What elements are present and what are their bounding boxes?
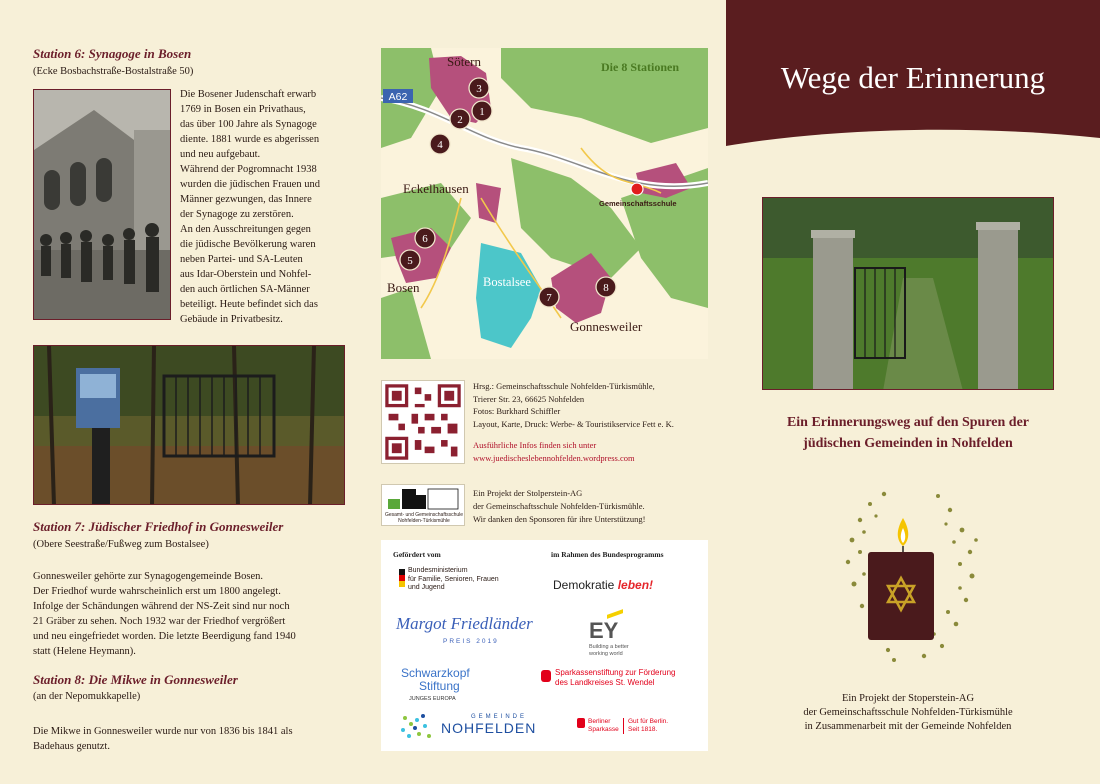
synagogue-photo: [33, 89, 171, 320]
imprint-line: Hrsg.: Gemeinschaftsschule Nohfelden-Türkismühle,: [473, 381, 655, 391]
a62-label: A62: [388, 91, 408, 103]
station-marker-8[interactable]: [596, 277, 616, 297]
german-flag-icon: [399, 569, 405, 587]
margot-friedlaender-logo[interactable]: Margot Friedländer: [396, 614, 533, 633]
project-note: [473, 487, 713, 526]
project-line: Wir danken den Sponsoren für ihre Unterstützung!: [473, 514, 646, 524]
map-heading: Die 8 Stationen: [601, 60, 679, 74]
station8-line: Die Mikwe in Gonnesweiler wurde nur von 1836 bis 1841 als: [33, 726, 293, 737]
sparkasse-icon: [541, 670, 551, 682]
bmfsfj-line: für Familie, Senioren, Frauen: [408, 575, 499, 583]
cover-title: Wege der Erinnerung: [780, 60, 1046, 95]
school-logo-caption: Gesamt- und Gemeinschaftsschule Nohfelden-Türkismühle: [384, 512, 464, 524]
station6-line: wurden die jüdischen Frauen und: [180, 179, 320, 190]
station-marker-7[interactable]: [539, 287, 559, 307]
station6-address: (Ecke Bosbachstraße-Bostalstraße 50): [33, 66, 194, 77]
ey-tagline: [589, 644, 629, 657]
cemetery-entrance-illustration: [763, 198, 1054, 390]
station7-line: statt (Helene Heymann).: [33, 646, 136, 657]
cover-header: [726, 0, 1100, 146]
bmfsfj-line: Bundesministerium: [408, 567, 468, 574]
town-gonnesweiler: Gonnesweiler: [570, 319, 643, 334]
imprint-line: Trierer Str. 23, 66625 Nohfelden: [473, 393, 585, 404]
cemetery-gate-photo: [33, 345, 345, 505]
school-logo: [381, 484, 465, 526]
station6-line: und neu aufgebaut.: [180, 149, 261, 160]
station6-line: aus Idar-Oberstein und Nohfel-: [180, 269, 312, 280]
footer-line: der Gemeinschaftsschule Nohfelden-Türkismühle: [803, 707, 1013, 718]
station-marker-6[interactable]: [415, 228, 435, 248]
school-marker[interactable]: [631, 183, 643, 195]
cemetery-entrance-photo: [762, 197, 1054, 390]
town-eckelhausen: Eckelhausen: [403, 181, 469, 196]
qr-code-graphic: [382, 381, 464, 463]
stations-map-graphic: [381, 48, 708, 359]
station7-address: (Obere Seestraße/Fußweg zum Bostalsee): [33, 539, 209, 550]
qr-code[interactable]: [381, 380, 465, 464]
station8-line: Badehaus genutzt.: [33, 741, 110, 752]
station8-text: [33, 724, 353, 754]
svg-text:3: 3: [476, 83, 482, 95]
project-line: Ein Projekt der Stolperstein-AG: [473, 488, 583, 498]
sparkasse-line: des Landkreises St. Wendel: [555, 678, 655, 687]
leben-text: leben!: [617, 578, 654, 592]
station6-line: Während der Pogromnacht 1938: [180, 164, 317, 175]
bmfsfj-line: und Jugend: [408, 584, 445, 591]
station6-line: Gebäude in Privatbesitz.: [180, 314, 283, 325]
imprint-line: Fotos: Burkhard Schiffler: [473, 406, 561, 416]
ey-logo[interactable]: EY: [589, 618, 619, 643]
gemeinde-line: GEMEINDE: [471, 714, 528, 720]
gut-line: Seit 1818.: [628, 726, 658, 733]
gemeinde-line: NOHFELDEN: [441, 720, 537, 736]
station6-text: [180, 87, 360, 327]
sponsor-label-right: im Rahmen des Bundesprogramms: [551, 550, 664, 559]
schwarzkopf-line: Schwarzkopf: [401, 666, 470, 680]
svg-text:5: 5: [407, 255, 413, 267]
svg-text:8: 8: [603, 282, 609, 294]
preis-2019: PREIS 2019: [443, 638, 499, 645]
lake-label: Bostalsee: [483, 275, 531, 289]
svg-text:4: 4: [437, 139, 443, 151]
berliner-line: Sparkasse: [588, 726, 619, 733]
town-soetern: Sötern: [447, 54, 481, 69]
station6-title: Station 6: Synagoge in Bosen: [33, 46, 192, 61]
svg-text:6: 6: [422, 233, 428, 245]
station6-line: den auch örtlichen SA-Männer: [180, 284, 310, 295]
station7-line: 21 Gräber zu sehen. Noch 1932 war der Friedhof vergrößert: [33, 616, 286, 627]
station-marker-1[interactable]: [472, 101, 492, 121]
school-logo-graphic: [382, 485, 464, 511]
headline-line: Ein Erinnerungsweg auf den Spuren der: [786, 415, 1030, 430]
imprint: [473, 380, 713, 464]
berliner-sparkasse-icon: [577, 718, 585, 728]
station7-line: Infolge der Schändungen während der NS-Zeit sind nur noch: [33, 601, 290, 612]
website-link[interactable]: www.juedischeslebennohfelden.wordpress.com: [473, 452, 635, 463]
station6-line: diente. 1881 wurde es abgerissen: [180, 134, 320, 145]
station7-line: Gonnesweiler gehörte zur Synagogengemeinde Bosen.: [33, 571, 264, 582]
station7-text: [33, 569, 353, 659]
header-wave: [726, 126, 1100, 146]
svg-text:7: 7: [546, 292, 552, 304]
station7-title: Station 7: Jüdischer Friedhof in Gonnesweiler: [33, 519, 284, 534]
sparkasse-line: Sparkassenstiftung zur Förderung: [555, 668, 676, 677]
info-line: Ausführliche Infos finden sich unter: [473, 440, 597, 450]
station6-line: Die Bosener Judenschaft erwarb: [180, 89, 317, 100]
gut-fuer-berlin: [623, 718, 668, 734]
berliner-line: Berliner: [588, 718, 611, 725]
station-marker-5[interactable]: [400, 250, 420, 270]
schwarzkopf-line: Stiftung: [419, 679, 460, 693]
station-marker-4[interactable]: [430, 134, 450, 154]
footer-line: in Zusammenarbeit mit der Gemeinde Nohfelden: [804, 721, 1012, 732]
ey-tag-line: Building a better: [589, 644, 629, 650]
gemeinde-nohfelden-icon: [397, 712, 435, 744]
station6-line: 1769 in Bosen ein Privathaus,: [180, 104, 306, 115]
gemeinde-nohfelden-logo[interactable]: [441, 714, 536, 736]
sponsor-label-left: Gefördert vom: [393, 550, 441, 559]
candle-star-of-david-icon: [830, 480, 990, 670]
sparkassenstiftung-logo[interactable]: [555, 668, 676, 688]
demokratie-leben-logo[interactable]: [553, 578, 653, 592]
station6-line: Männer gezwungen, das Innere: [180, 194, 312, 205]
station6-line: beteiligt. Heute befindet sich das: [180, 299, 318, 310]
imprint-line: Layout, Karte, Druck: Werbe- & Touristikservice Fett e. K.: [473, 418, 674, 429]
station6-line: neben Partei- und SA-Leuten: [180, 254, 303, 265]
footer-line: Ein Projekt der Stoperstein-AG: [841, 693, 975, 704]
cemetery-gate-illustration: [34, 346, 345, 505]
svg-text:2: 2: [457, 114, 463, 126]
gut-line: Gut für Berlin.: [628, 718, 669, 725]
project-line: der Gemeinschaftsschule Nohfelden-Türkismühle.: [473, 501, 645, 511]
cover-footer: [762, 692, 1054, 734]
schwarzkopf-stiftung-logo[interactable]: [401, 667, 470, 706]
bmfsfj-logo[interactable]: [408, 567, 499, 593]
station6-line: der Synagoge zu zerstören.: [180, 209, 294, 220]
berliner-sparkasse-logo[interactable]: [588, 718, 619, 734]
sponsor-panel: [381, 540, 708, 751]
station6-line: das über 100 Jahre als Synagoge: [180, 119, 317, 130]
school-label: Gemeinschaftsschule: [599, 199, 677, 208]
station7-line: Der Friedhof wurde wahrscheinlich erst um 1800 angelegt.: [33, 586, 281, 597]
headline-line: jüdischen Gemeinden in Nohfelden: [803, 436, 1013, 451]
schwarzkopf-line: JUNGES EUROPA: [409, 696, 456, 702]
svg-text:1: 1: [479, 106, 485, 118]
demokratie-text: Demokratie: [553, 578, 615, 592]
cover-headline: [762, 412, 1054, 454]
town-bosen: Bosen: [387, 280, 420, 295]
station-marker-2[interactable]: [450, 109, 470, 129]
ey-tag-line: working world: [589, 650, 623, 657]
station6-line: An den Ausschreitungen gegen: [180, 224, 311, 235]
synagogue-photo-illustration: [34, 90, 171, 320]
stations-map[interactable]: [381, 48, 708, 359]
station8-title: Station 8: Die Mikwe in Gonnesweiler: [33, 672, 238, 687]
station7-line: und neu eingefriedet worden. Die letzte Beerdigung fand 1940: [33, 631, 296, 642]
station8-address: (an der Nepomukkapelle): [33, 691, 141, 702]
station6-line: die jüdische Bevölkerung waren: [180, 239, 316, 250]
station-marker-3[interactable]: [469, 78, 489, 98]
